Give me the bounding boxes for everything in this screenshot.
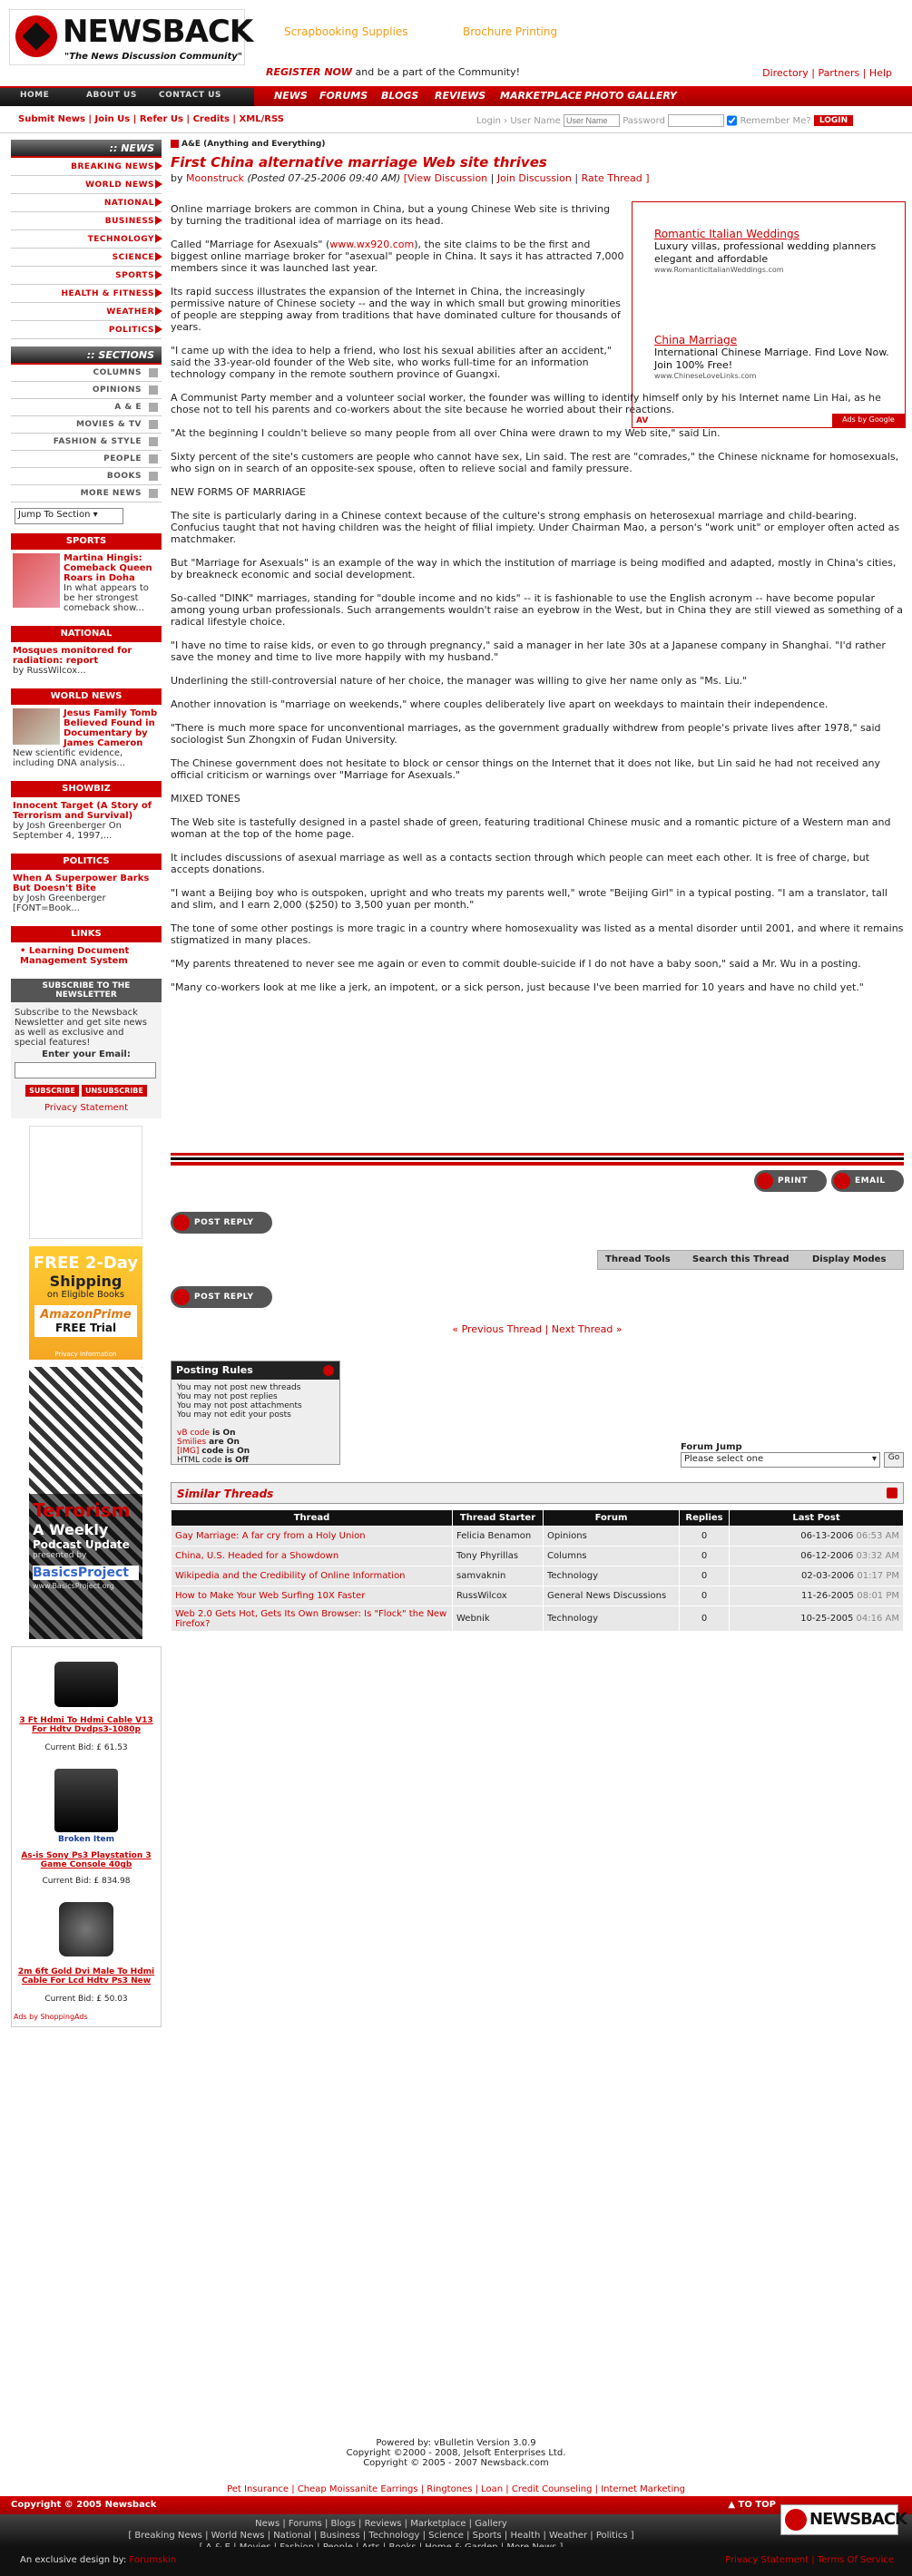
ad-1-url: www.RomanticItalianWeddings.com: [654, 266, 784, 274]
sidebar-item-weather[interactable]: WEATHER: [11, 303, 162, 321]
national-block: [11, 642, 162, 679]
login-form: Login › User Name User Name Password Remember Me? LOGIN: [476, 114, 853, 127]
last-post-time: 06:53 AM: [856, 1531, 899, 1541]
shop-item-1-title[interactable]: 3 Ft Hdmi To Hdmi Cable V13 For Hdtv Dvdps3-1080p: [19, 1716, 153, 1734]
article-paragraph: Another innovation is "marriage on weekends," where couples deliberately live apart on weekdays to maintain their independence.: [171, 698, 829, 710]
world-text: New scientific evidence, including DNA analysis...: [13, 748, 125, 768]
world-title[interactable]: Jesus Family Tomb Believed Found in Documentary by James Cameron: [64, 708, 158, 748]
footer-nav-news[interactable]: [ Breaking News | World News | National | Business | Technology | Science | Sports | Health | Weather | Politics ]: [128, 2531, 634, 2541]
thread-starter[interactable]: RussWilcox: [453, 1586, 544, 1606]
posting-rules-heading: Posting Rules: [172, 1361, 339, 1380]
forum-jump-label: Forum Jump: [681, 1442, 742, 1452]
html-code-label: HTML code: [177, 1456, 222, 1465]
thread-forum[interactable]: General News Discussions: [544, 1586, 680, 1606]
terrorism-podcast-ad[interactable]: [29, 1367, 142, 1639]
nav-about[interactable]: ABOUT US: [86, 91, 137, 100]
logo-mark-icon: [785, 2509, 807, 2531]
shop-item-3-bid: Current Bid: £ 50.03: [44, 1995, 128, 2004]
article-paragraph: "There is much more space for unconventional marriages, as the government gradually withdrew from people's private lives after 1978," said sociologist Sun Zhongxin of Fudan University.: [171, 722, 881, 746]
logo-mark-icon: [15, 15, 57, 57]
register-line: [266, 66, 520, 78]
display-modes-menu[interactable]: Display Modes: [812, 1254, 887, 1264]
article-separator: [171, 1153, 904, 1166]
thread-starter[interactable]: Tony Phyrillas: [453, 1547, 544, 1566]
article-paragraph: Online marriage brokers are common in China, but a young Chinese Web site is thriving by turning the traditional idea of marriage on its head.: [171, 203, 611, 227]
links-item[interactable]: • Learning Document Management System: [20, 946, 130, 966]
html-code-status: is Off: [224, 1456, 250, 1465]
nav-forums[interactable]: FORUMS: [319, 90, 368, 102]
by-label: by: [171, 172, 183, 184]
utility-links: Directory | Partners | Help: [762, 67, 892, 79]
print-button[interactable]: PRINT: [754, 1170, 827, 1192]
similar-threads-table: [171, 1509, 904, 1632]
ad-2-text: International Chinese Marriage. Find Love Now. Join 100% Free!: [654, 346, 889, 371]
table-row: [172, 1547, 904, 1566]
footer-nav: [0, 2514, 912, 2547]
sidebar-item-health[interactable]: HEALTH & FITNESS: [11, 285, 162, 303]
post-reply-button-top[interactable]: POST REPLY: [171, 1212, 272, 1234]
footer-logo-name: NEWSBACK: [809, 2510, 907, 2529]
sections-heading: :: SECTIONS: [11, 346, 162, 365]
shop-item-1-bid: Current Bid: £ 61.53: [44, 1743, 128, 1752]
post-reply-button-bottom[interactable]: POST REPLY: [171, 1286, 272, 1308]
amazon-line-3: on Eligible Books: [46, 1290, 125, 1300]
shopping-ads: [11, 1646, 162, 2027]
last-post-time: 04:16 AM: [856, 1614, 899, 1624]
sidebar-item-more-news[interactable]: MORE NEWS: [11, 485, 162, 503]
thread-starter[interactable]: samvaknin: [453, 1566, 544, 1586]
showbiz-heading: SHOWBIZ: [11, 781, 162, 797]
similar-threads-heading: Similar Threads: [171, 1482, 904, 1504]
thread-starter[interactable]: Webnik: [453, 1606, 544, 1632]
subscribe-button[interactable]: SUBSCRIBE: [25, 1085, 79, 1097]
logo-name: NEWSBACK: [63, 14, 253, 50]
sidebar-item-people[interactable]: PEOPLE: [11, 451, 162, 468]
col-replies: Replies: [680, 1510, 730, 1527]
last-post-time: 01:17 PM: [857, 1571, 899, 1581]
article-title: First China alternative marriage Web site thrives: [171, 154, 547, 171]
forum-jump-go-button[interactable]: Go: [884, 1452, 904, 1468]
smilies-link[interactable]: Smilies: [177, 1438, 207, 1447]
thread-link[interactable]: How to Make Your Web Surfing 10X Faster: [172, 1586, 453, 1606]
footer-logo[interactable]: [780, 2504, 907, 2535]
footer-bar: [0, 2496, 912, 2514]
vb-code-status: is On: [211, 1429, 236, 1438]
byline: by Moonstruck (Posted 07-25-2006 09:40 AM) [View Discussion | Join Discussion | Rate Thread ]: [171, 172, 650, 184]
rule-line: You may not post replies: [177, 1392, 278, 1401]
nav-marketplace[interactable]: MARKETPLACE: [500, 90, 583, 102]
article-paragraph: "I came up with the idea to help a friend, who lost his sexual abilities after an accident," said the 33-year-old founder of the Web site, who works full-time for an information technology company in the remote southern province of Guangxi.: [171, 345, 612, 380]
newsletter-heading: SUBSCRIBE TO THE NEWSLETTER: [11, 979, 162, 1002]
register-link[interactable]: REGISTER NOW: [266, 66, 353, 78]
table-row: [172, 1586, 904, 1606]
article-paragraph: "I have no time to raise kids, or even to go through pregnancy," said a manager in her late 30s at a Japanese company in Shanghai. "I'd rather save the money and time to live more happily with my husband.": [171, 639, 886, 663]
sidebar-item-movies[interactable]: MOVIES & TV: [11, 416, 162, 434]
sports-title[interactable]: Martina Hingis: Comeback Queen Roars in Doha: [64, 553, 152, 583]
article-url-link[interactable]: www.wx920.com: [329, 239, 415, 250]
ad-2-url: www.ChineseLoveLinks.com: [654, 372, 757, 380]
article-paragraph: A Communist Party member and a volunteer social worker, the founder was willing to identify himself only by his Internet name Lin Hai, as he chose not to tell his parents and co-workers about the site because he worried about their reactions.: [171, 392, 881, 415]
thread-forum[interactable]: Columns: [544, 1547, 680, 1566]
article-paragraph: "At the beginning I couldn't believe so many people from all over China were drawn to my Web site," said Lin.: [171, 427, 721, 439]
footer-copyright: Copyright © 2005 Newsback: [11, 2500, 157, 2510]
nav-home[interactable]: HOME: [20, 91, 50, 100]
top-ad-link-2[interactable]: Brochure Printing: [463, 25, 558, 38]
thread-link[interactable]: Web 2.0 Gets Hot, Gets Its Own Browser: Is "Flock" the New Firefox?: [172, 1606, 453, 1632]
email-label: Enter your Email:: [42, 1049, 131, 1059]
article-body: [171, 203, 904, 1005]
shop-item-2-title[interactable]: As-is Sony Ps3 Playstation 3 Game Console 40gb: [21, 1851, 152, 1869]
last-post-time: 03:32 AM: [856, 1551, 899, 1561]
article-subheading: NEW FORMS OF MARRIAGE: [171, 486, 306, 498]
last-post-date: 06-12-2006: [800, 1551, 854, 1561]
politics-block: [11, 870, 162, 917]
thread-link[interactable]: China, U.S. Headed for a Showdown: [172, 1547, 453, 1566]
news-heading: :: NEWS: [11, 140, 162, 158]
site-logo[interactable]: [9, 9, 253, 65]
view-discussion-link[interactable]: [View Discussion: [403, 172, 488, 184]
footer-credits: [0, 2547, 912, 2576]
terror-line-6: www.BasicsProject.org: [33, 1582, 114, 1590]
article-paragraph: The Chinese government does not hesitate to block or censor things on the Internet that it does not like, but Lin said he had not received any official criticism or warnings over "Marriage for Asexuals.": [171, 757, 881, 781]
sub-nav: [0, 108, 912, 133]
thread-link[interactable]: Gay Marriage: A far cry from a Holy Union: [172, 1527, 453, 1547]
amazon-line-1: FREE 2-Day: [33, 1254, 139, 1273]
user-label: User Name: [510, 116, 561, 126]
sports-text: In what appears to be her strongest comeback show...: [64, 583, 149, 613]
article-paragraph: Underlining the still-controversial nature of her choice, the manager was willing to give her name only as "Ms. Liu.": [171, 675, 748, 687]
newsletter-email-input[interactable]: [15, 1062, 156, 1078]
showbiz-text: by Josh Greenberger On September 4, 1997,...: [13, 821, 122, 841]
article-paragraph: "Many co-workers look at me like a jerk, an impotent, or a sick person, just because I've been married for 10 years and have no child yet.": [171, 981, 864, 993]
remember-checkbox[interactable]: [727, 114, 737, 127]
article-paragraph: The tone of some other postings is more tragic in a country where homosexuality was listed as a mental disorder until 2001, and where it remains stigmatized in many places.: [171, 922, 904, 946]
thread-replies: 0: [680, 1547, 730, 1566]
sidebar-item-business[interactable]: BUSINESS: [11, 212, 162, 230]
thread-starter[interactable]: Felicia Benamon: [453, 1527, 544, 1547]
help-link[interactable]: Help: [868, 67, 892, 79]
sidebar-item-national[interactable]: NATIONAL: [11, 194, 162, 212]
links-heading: LINKS: [11, 926, 162, 942]
to-top-link[interactable]: [728, 2500, 776, 2510]
last-post: [730, 1606, 904, 1632]
email-button[interactable]: EMAIL: [831, 1170, 904, 1192]
article-paragraph: "My parents threatened to never see me again or even to commit double-suicide if I do not have a baby soon," said a Mr. Wu in a posting.: [171, 958, 861, 970]
nav-blogs[interactable]: BLOGS: [381, 90, 419, 102]
article-paragraph: But "Marriage for Asexuals" is an example of the way in which the institution of marriage is being modified and adapted, mostly in China's cities, by breakneck economic and social development.: [171, 557, 897, 581]
thread-replies: 0: [680, 1606, 730, 1632]
empty-ad-slot: [29, 1126, 142, 1239]
last-post: [730, 1547, 904, 1566]
sidebar-item-books[interactable]: BOOKS: [11, 468, 162, 485]
article-paragraph: So-called "DINK" marriages, standing for "double income and no kids" -- it is fashionable to use the English acronym -- have become popular among young urban professionals. Such arrangements wouldn't raise an eyebrow in the West, but in China they are still viewed as something of a radical lifestyle choice.: [171, 592, 903, 628]
main-nav: [254, 86, 912, 106]
national-byline: by RussWilcox...: [13, 666, 86, 676]
smilies-status: are On: [209, 1438, 240, 1447]
article-paragraph: It includes discussions of asexual marriage as well as a contacts section through which people can meet each other. It is free of charge, but accepts donations.: [171, 852, 870, 875]
hdmi-cable-image[interactable]: [54, 1662, 118, 1707]
terror-line-1: Terrorism: [33, 1499, 131, 1521]
newsletter-text: Subscribe to the Newsback Newsletter and get site news as well as exclusive and special features!: [15, 1008, 147, 1048]
img-code-status: code is On: [201, 1447, 250, 1456]
amazon-privacy[interactable]: Privacy Information: [54, 1351, 117, 1358]
terror-line-2: A Weekly: [33, 1521, 109, 1538]
arrow-up-icon: ▲: [728, 2500, 736, 2510]
password-label: Password: [623, 116, 665, 126]
world-thumbnail[interactable]: [13, 708, 60, 745]
sidebar-item-politics[interactable]: POLITICS: [11, 321, 162, 339]
last-post: [730, 1566, 904, 1586]
nav-news[interactable]: NEWS: [274, 90, 308, 102]
table-row: [172, 1606, 904, 1632]
sidebar-item-ae[interactable]: A & E: [11, 399, 162, 416]
thread-replies: 0: [680, 1586, 730, 1606]
terror-line-4: presented by: [33, 1551, 87, 1560]
posting-rules: [171, 1361, 340, 1465]
directory-link[interactable]: Directory: [762, 67, 809, 79]
privacy-link[interactable]: Privacy Statement: [44, 1103, 128, 1113]
sidebar-item-breaking-news[interactable]: BREAKING NEWS: [11, 158, 162, 176]
login-label: Login: [476, 116, 501, 126]
breadcrumb: [171, 140, 904, 152]
article-paragraph: The Web site is tastefully designed in a pastel shade of green, featuring traditional Chinese music and a romantic picture of a Western man and woman at the top of the home page.: [171, 816, 891, 840]
copyright-jelsoft: Copyright ©2000 - 2008, Jelsoft Enterprises Ltd.: [346, 2448, 566, 2458]
sidebar-item-sports[interactable]: SPORTS: [11, 267, 162, 285]
design-credit: An exclusive design by:: [20, 2555, 127, 2565]
rate-thread-link[interactable]: Rate Thread ]: [581, 172, 650, 184]
article-paragraph: Its rapid success illustrates the expansion of the Internet in China, the increasingly permissive nature of Chinese society -- and the way in which small but growing minorities of people are stepping away from traditions that have dominated culture for thousands of years.: [171, 286, 621, 333]
national-heading: NATIONAL: [11, 626, 162, 642]
showbiz-title[interactable]: Innocent Target (A Story of Terrorism and Survival): [13, 801, 152, 821]
world-block: [11, 705, 162, 772]
sidebar-item-opinions[interactable]: OPINIONS: [11, 382, 162, 399]
powered-by-text: Powered by: vBulletin Version 3.0.9: [376, 2438, 536, 2448]
shop-item-2-bid: Current Bid: £ 834.98: [42, 1877, 131, 1886]
article-subheading: MIXED TONES: [171, 793, 240, 805]
sidebar-item-science[interactable]: SCIENCE: [11, 249, 162, 267]
last-post-date: 11-26-2005: [801, 1591, 855, 1601]
shop-item-3-title[interactable]: 2m 6ft Gold Dvi Male To Hdmi Cable For Lcd Hdtv Ps3 New: [17, 1967, 155, 1986]
politics-text: by Josh Greenberger [FONT=Book...: [13, 893, 106, 913]
main-content: [171, 140, 904, 1629]
amazon-prime-ad[interactable]: [29, 1246, 142, 1360]
amazon-line-5: FREE Trial: [54, 1322, 117, 1334]
sports-block: [11, 550, 162, 617]
last-post-date: 06-13-2006: [800, 1531, 854, 1541]
nav-photo-gallery[interactable]: PHOTO GALLERY: [584, 90, 677, 102]
table-row: [172, 1527, 904, 1547]
logo-tagline: "The News Discussion Community": [64, 52, 242, 62]
footer-nav-main[interactable]: News | Forums | Blogs | Reviews | Marketplace | Gallery: [255, 2519, 507, 2529]
ads-by-google[interactable]: Ads by Google: [832, 414, 905, 427]
article-paragraph: Called "Marriage for Asexuals" (www.wx920.com), the site claims to be the first and biggest online marriage broker for "asexual" people in China. It says it has attracted 7,000 members since it was launched last year.: [171, 239, 624, 274]
terror-line-5: BasicsProject: [33, 1566, 139, 1580]
terror-line-3: Podcast Update: [33, 1538, 130, 1551]
sidebar-item-world-news[interactable]: WORLD NEWS: [11, 176, 162, 194]
breadcrumb-section[interactable]: A&E (Anything and Everything): [181, 140, 326, 149]
to-top-label: TO TOP: [738, 2500, 776, 2510]
ps3-image[interactable]: [54, 1769, 118, 1832]
sidebar-item-columns[interactable]: COLUMNS: [11, 365, 162, 382]
sidebar: [11, 140, 162, 2027]
sidebar-item-technology[interactable]: TECHNOLOGY: [11, 230, 162, 249]
last-post: [730, 1586, 904, 1606]
ad-av-mark[interactable]: AV: [636, 416, 649, 425]
unsubscribe-button[interactable]: UNSUBSCRIBE: [82, 1085, 147, 1097]
designer-link[interactable]: Forumskin: [129, 2555, 177, 2565]
thread-tools-bar: [597, 1250, 904, 1270]
copyright-newsback: Copyright © 2005 - 2007 Newsback.com: [363, 2458, 549, 2468]
amazon-line-2: Shipping: [49, 1273, 123, 1290]
rule-line: You may not edit your posts: [177, 1410, 291, 1420]
partners-link[interactable]: Partners: [818, 67, 860, 79]
showbiz-block: [11, 797, 162, 844]
search-thread-menu[interactable]: Search this Thread: [692, 1254, 789, 1264]
links-block: [11, 942, 162, 970]
article-paragraph: "I want a Beijing boy who is outspoken, upright and who treats my parents well," wrote "Beijing Girl" in a typical posting. "I am a translator, tall and slim, and I earn 2,000 ($250) to 3,500 yuan per month.": [171, 887, 887, 911]
col-thread: Thread: [172, 1510, 453, 1527]
register-text: and be a part of the Community!: [355, 66, 520, 78]
thread-forum[interactable]: Technology: [544, 1606, 680, 1632]
table-row: [172, 1566, 904, 1586]
post-date: (Posted 07-25-2006 09:40 AM): [247, 172, 401, 184]
section-icon: [171, 140, 179, 148]
col-starter: Thread Starter: [453, 1510, 544, 1527]
join-discussion-link[interactable]: Join Discussion: [496, 172, 572, 184]
thread-forum[interactable]: Technology: [544, 1566, 680, 1586]
thread-forum[interactable]: Opinions: [544, 1527, 680, 1547]
ad-2-headline[interactable]: China Marriage: [654, 334, 738, 346]
shopping-ads-by[interactable]: Ads by ShoppingAds: [14, 2013, 88, 2021]
shop-item-2-tag: Broken Item: [57, 1835, 114, 1844]
ad-1-text: Luxury villas, professional wedding planners elegant and affordable: [654, 240, 877, 265]
vb-code-link[interactable]: vB code: [177, 1429, 211, 1438]
footer-sponsor-links[interactable]: Pet Insurance | Cheap Moissanite Earrings | Ringtones | Loan | Credit Counseling | Internet Marketing: [227, 2484, 685, 2494]
last-post-date: 02-03-2006: [801, 1571, 855, 1581]
last-post: [730, 1527, 904, 1547]
ad-1-headline[interactable]: Romantic Italian Weddings: [654, 228, 799, 240]
amazon-prime-logo: AmazonPrime: [40, 1308, 132, 1322]
article-paragraph: Sixty percent of the site's customers are people who cannot have sex, Lin said. The rest are "comrades," the Chinese nickname for homosexuals, who sign on in search of an opposite-sex spouse, often to relieve social and family pressure.: [171, 451, 899, 474]
jump-label: Jump To Section: [18, 510, 91, 520]
next-thread-link[interactable]: Next Thread »: [551, 1323, 623, 1335]
rule-line: You may not post new threads: [177, 1383, 301, 1392]
password-input[interactable]: [668, 114, 724, 127]
last-post-date: 10-25-2005: [800, 1614, 854, 1624]
world-heading: WORLD NEWS: [11, 688, 162, 705]
politics-title[interactable]: When A Superpower Barks But Doesn't Bite: [13, 873, 150, 893]
footer-legal-links[interactable]: Privacy Statement | Terms Of Service: [725, 2555, 894, 2565]
powered-by: [0, 2438, 912, 2468]
article-paragraph: The site is particularly daring in a Chinese context because of the culture's strong emphasis on heterosexual marriage and child-bearing. Confucius taught that not having children was the height of filial impiety. Under Chairman Mao, a person's "work unit" or employer often acted as matchmaker.: [171, 510, 900, 545]
links-item-label: Learning Document Management System: [20, 946, 130, 966]
newsletter-block: [11, 1002, 162, 1118]
top-ad-link-1[interactable]: Scrapbooking Supplies: [284, 25, 408, 38]
dvi-cable-image[interactable]: [59, 1902, 113, 1956]
remember-label: Remember Me?: [740, 116, 811, 126]
previous-thread-link[interactable]: « Previous Thread: [452, 1323, 543, 1335]
sports-heading: SPORTS: [11, 533, 162, 550]
submit-links[interactable]: Submit News | Join Us | Refer Us | Credits | XML/RSS: [18, 114, 284, 124]
thread-link[interactable]: Wikipedia and the Credibility of Online Information: [172, 1566, 453, 1586]
sidebar-item-fashion[interactable]: FASHION & STYLE: [11, 434, 162, 451]
last-post-time: 08:01 PM: [857, 1591, 899, 1601]
username-input[interactable]: [564, 114, 620, 127]
thread-replies: 0: [680, 1566, 730, 1586]
jump-to-section-select[interactable]: Jump To Section ▾: [15, 508, 123, 524]
nav-contact[interactable]: CONTACT US: [159, 91, 221, 100]
national-title[interactable]: Mosques monitored for radiation: report: [13, 646, 132, 666]
col-forum: Forum: [544, 1510, 680, 1527]
chevron-down-icon: ▾: [871, 1454, 877, 1464]
thread-navigation: « Previous Thread | Next Thread »: [452, 1323, 623, 1335]
forum-jump-select[interactable]: [681, 1452, 880, 1468]
login-button[interactable]: LOGIN: [814, 115, 853, 126]
sports-thumbnail[interactable]: [13, 553, 60, 608]
politics-heading: POLITICS: [11, 854, 162, 870]
header: [0, 0, 912, 86]
thread-replies: 0: [680, 1527, 730, 1547]
rule-line: You may not post attachments: [177, 1401, 302, 1410]
author-link[interactable]: Moonstruck: [186, 172, 244, 184]
col-last-post: Last Post: [730, 1510, 904, 1527]
thread-tools-menu[interactable]: Thread Tools: [605, 1254, 671, 1264]
img-code-link[interactable]: [IMG]: [177, 1447, 200, 1456]
nav-reviews[interactable]: REVIEWS: [435, 90, 486, 102]
forum-jump-value: Please select one: [684, 1454, 764, 1464]
